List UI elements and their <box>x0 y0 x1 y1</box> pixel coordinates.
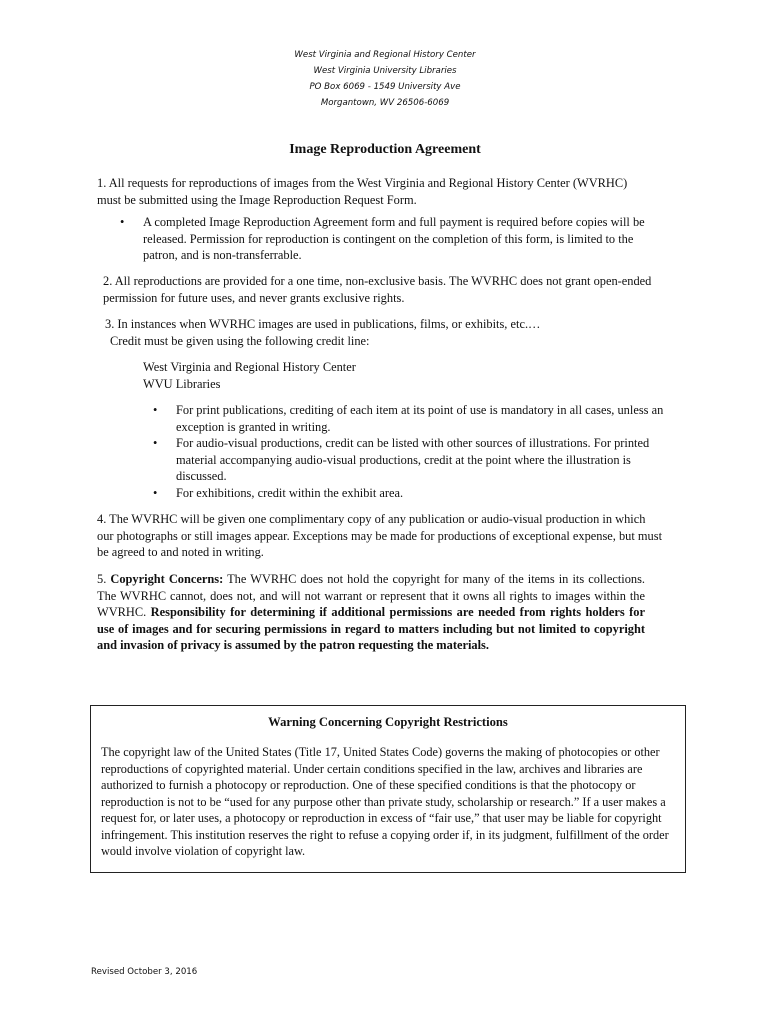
header-line-city: Morgantown, WV 26506-6069 <box>320 98 450 108</box>
section-3-bullet-print: For print publications, crediting of each item at its point of use is mandatory in all cases, unless an exception is granted in writing. <box>176 403 664 434</box>
section-3-bullet-exhibit: For exhibitions, credit within the exhibit area. <box>176 485 404 500</box>
list-item <box>153 402 668 435</box>
section-3-bullets <box>153 402 668 501</box>
section-3-line-2: Credit must be given using the following credit line: <box>110 333 370 348</box>
section-4-text: 4. The WVRHC will be given one complimentary copy of any publication or audio-visual production in which our photographs or still images appear. Exceptions may be made for productions of exceptional expense, but must be agreed to and noted in writing. <box>97 512 663 559</box>
section-1-bullets <box>120 214 663 264</box>
section-5-number: 5. <box>97 572 111 586</box>
list-item <box>153 435 668 485</box>
section-5-bold-text: Responsibility for determining if additional permissions are needed from rights holders for use of images and for securing permissions in regard to matters including but not limited to copyright and invasion of privacy is assumed by the patron requesting the materials. <box>97 605 645 652</box>
bullet-icon: • <box>153 403 158 417</box>
section-1-text: 1. All requests for reproductions of images from the West Virginia and Regional History Center (WVRHC) must be submitted using the Image Reproduction Request Form. <box>97 176 628 207</box>
credit-line-2: WVU Libraries <box>143 376 221 391</box>
credit-line-1: West Virginia and Regional History Center <box>143 360 356 374</box>
header-line-institution: West Virginia and Regional History Center <box>294 50 476 60</box>
section-3-line-1: 3. In instances when WVRHC images are used in publications, films, or exhibits, etc.… <box>105 317 541 331</box>
header-line-libraries: West Virginia University Libraries <box>313 66 457 76</box>
section-1-bullet-text: A completed Image Reproduction Agreement form and full payment is required before copies will be released. Permission for reproduction is contingent on the completion of this form, is limited to the patron, and is non-transferrable. <box>143 215 645 262</box>
list-item <box>120 214 663 264</box>
list-item <box>153 485 668 502</box>
section-5-label: Copyright Concerns: <box>110 572 224 586</box>
credit-line <box>143 359 543 392</box>
bullet-icon: • <box>120 215 125 229</box>
copyright-warning-box <box>90 705 686 873</box>
section-5-text <box>97 571 645 654</box>
section-3-bullet-av: For audio-visual productions, credit can be listed with other sources of illustrations. For printed material accompanying audio-visual productions, credit at the point where the illustration is discussed. <box>176 436 650 483</box>
section-5-body: The WVRHC does not hold the copyright for many of the items in its collections. The WVRHC cannot, does not, and will not warrant or represent that it owns all rights to images within the WVRHC. <box>97 572 646 619</box>
revision-date: Revised October 3, 2016 <box>91 967 198 977</box>
bullet-icon: • <box>153 436 158 450</box>
section-3-intro <box>105 316 665 349</box>
header-line-address: PO Box 6069 - 1549 University Ave <box>309 82 461 92</box>
page-title: Image Reproduction Agreement <box>289 142 481 157</box>
warning-body: The copyright law of the United States (Title 17, United States Code) governs the making of photocopies or other reproductions of copyrighted material. Under certain conditions specified in the law, archives and libraries are authorized to furnish a photocopy or reproduction. One of these specified conditions is that the photocopy or reproduction is not to be “used for any purpose other than private study, scholarship or research.” If a user makes a request for, or later uses, a photocopy or reproduction in excess of “fair use,” that user may be liable for copyright infringement. This institution reserves the right to refuse a copying order if, in its judgment, fulfillment of the order would involve violation of copyright law. <box>101 745 669 858</box>
warning-title: Warning Concerning Copyright Restrictions <box>268 715 508 729</box>
letterhead <box>0 47 770 111</box>
bullet-icon: • <box>153 485 158 500</box>
section-2-text: 2. All reproductions are provided for a one time, non-exclusive basis. The WVRHC does not grant open-ended permission for future uses, and never grants exclusive rights. <box>103 274 652 305</box>
